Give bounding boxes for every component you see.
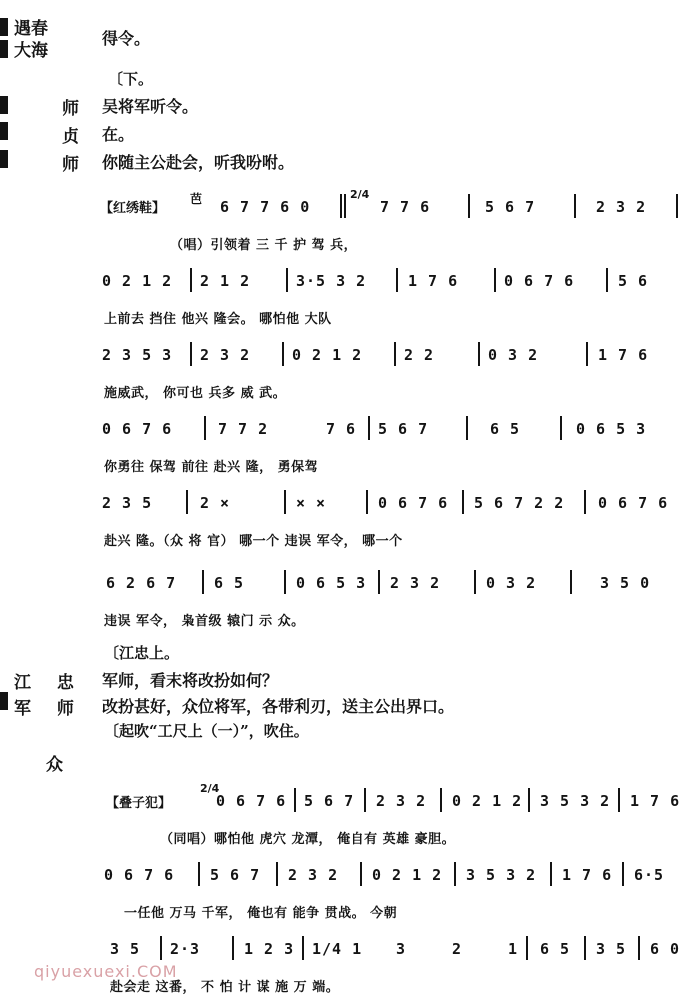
jianpu-notes: 6·5 bbox=[634, 866, 665, 884]
jianpu-notes: 6 2 6 7 bbox=[106, 574, 177, 592]
speech-text: 吴将军听令。 bbox=[102, 97, 199, 116]
lyric-line: 赴会走 这番， 不 怕 计 谋 施 万 端。 bbox=[110, 980, 340, 995]
speech-text: 得令。 bbox=[102, 29, 151, 48]
bar-line bbox=[494, 268, 496, 292]
bar-line bbox=[570, 570, 572, 594]
jianpu-notes: 2 bbox=[452, 940, 463, 958]
jianpu-notes: 3 5 bbox=[596, 940, 627, 958]
bar-line bbox=[160, 936, 162, 960]
bar-line bbox=[190, 342, 192, 366]
role-name: 军 师 bbox=[14, 699, 84, 719]
jianpu-notes: 0 6 7 6 bbox=[504, 272, 575, 290]
bar-line bbox=[284, 490, 286, 514]
tune-name: 【红绣鞋】 bbox=[100, 201, 166, 216]
stage-direction: 〔下。 bbox=[108, 70, 154, 88]
jianpu-notes: 3 5 3 2 bbox=[540, 792, 611, 810]
lyric-line: 上前去 挡住 他兴 隆会。 哪怕他 大队 bbox=[104, 312, 332, 327]
bar-line bbox=[394, 342, 396, 366]
jianpu-notes: 5 6 7 bbox=[210, 866, 261, 884]
jianpu-notes: 7 7 6 bbox=[380, 198, 431, 216]
tempo-mark: 芭 bbox=[190, 192, 203, 206]
jianpu-notes: 0 2 1 2 bbox=[372, 866, 443, 884]
role-name: 师 bbox=[62, 99, 79, 119]
jianpu-notes: 6 5 bbox=[490, 420, 521, 438]
lyric-line: 违误 军令， 枭首级 辕门 示 众。 bbox=[104, 614, 305, 629]
speech-text: 在。 bbox=[102, 125, 135, 144]
bar-line bbox=[204, 416, 206, 440]
bar-line bbox=[440, 788, 442, 812]
jianpu-notes: 0 6 7 6 bbox=[216, 792, 287, 810]
bar-line bbox=[676, 194, 678, 218]
bar-line bbox=[638, 936, 640, 960]
role-name: 贞 bbox=[62, 127, 79, 147]
bar-line bbox=[282, 342, 284, 366]
jianpu-notes: 2 × bbox=[200, 494, 231, 512]
role-name: 遇春 bbox=[14, 19, 48, 39]
bar-line bbox=[344, 194, 346, 218]
role-name: 江 忠 bbox=[14, 673, 84, 693]
jianpu-notes: 6 5 bbox=[214, 574, 245, 592]
bar-line bbox=[584, 490, 586, 514]
lyric-line: （同唱）哪怕他 虎穴 龙潭， 俺自有 英雄 豪胆。 bbox=[160, 832, 456, 847]
jianpu-notes: 0 6 5 3 bbox=[296, 574, 367, 592]
jianpu-notes: 2 3 2 bbox=[376, 792, 427, 810]
jianpu-notes: 3 bbox=[396, 940, 407, 958]
bar-line bbox=[340, 194, 342, 218]
bar-line bbox=[276, 862, 278, 886]
lyric-line: 赴兴 隆。（众 将 官） 哪一个 违误 军令， 哪一个 bbox=[104, 534, 403, 549]
jianpu-notes: 5 6 7 2 2 bbox=[474, 494, 565, 512]
jianpu-notes: 2·3 bbox=[170, 940, 201, 958]
bar-line bbox=[198, 862, 200, 886]
stage-direction: 〔江忠上。 bbox=[104, 644, 180, 662]
speech-text: 改扮甚好，众位将军，各带利刃，送主公出界口。 bbox=[102, 697, 455, 716]
jianpu-notes: 0 6 7 6 bbox=[104, 866, 175, 884]
jianpu-notes: 0 2 1 2 bbox=[452, 792, 523, 810]
bar-line bbox=[364, 788, 366, 812]
jianpu-notes: 5 6 7 bbox=[378, 420, 429, 438]
bar-line bbox=[622, 862, 624, 886]
lyric-line: 你勇往 保驾 前往 赴兴 隆， 勇保驾 bbox=[104, 460, 319, 475]
speech-text: 军师，看末将改扮如何？ bbox=[102, 671, 279, 690]
jianpu-notes: 7 7 2 bbox=[218, 420, 269, 438]
jianpu-notes: 2 3 5 3 bbox=[102, 346, 173, 364]
jianpu-notes: 3 5 bbox=[110, 940, 141, 958]
jianpu-notes: 0 6 7 6 bbox=[378, 494, 449, 512]
bar-line bbox=[294, 788, 296, 812]
bar-line bbox=[474, 570, 476, 594]
bar-line bbox=[454, 862, 456, 886]
jianpu-notes: 2 3 2 bbox=[596, 198, 647, 216]
bar-line bbox=[232, 936, 234, 960]
bar-line bbox=[574, 194, 576, 218]
bar-line bbox=[302, 936, 304, 960]
speech-text: 你随主公赴会，听我吩咐。 bbox=[102, 153, 295, 172]
edge-fragment bbox=[0, 96, 8, 114]
jianpu-notes: 2 3 5 bbox=[102, 494, 153, 512]
jianpu-notes: 0 6 7 6 bbox=[598, 494, 669, 512]
jianpu-notes: × × bbox=[296, 494, 327, 512]
jianpu-notes: 3 5 3 2 bbox=[466, 866, 537, 884]
lyric-line: 施威武， 你可也 兵多 威 武。 bbox=[104, 386, 287, 401]
bar-line bbox=[286, 268, 288, 292]
jianpu-notes: 1 7 6 bbox=[598, 346, 649, 364]
lyric-line: 一任他 万马 千军， 俺也有 能争 贯战。 今朝 bbox=[124, 906, 398, 921]
bar-line bbox=[190, 268, 192, 292]
edge-fragment bbox=[0, 40, 8, 58]
jianpu-notes: 2 1 2 bbox=[200, 272, 251, 290]
role-name: 众 bbox=[46, 755, 63, 775]
bar-line bbox=[478, 342, 480, 366]
bar-line bbox=[584, 936, 586, 960]
bar-line bbox=[462, 490, 464, 514]
bar-line bbox=[360, 862, 362, 886]
bar-line bbox=[526, 936, 528, 960]
jianpu-notes: 7 6 bbox=[326, 420, 357, 438]
bar-line bbox=[378, 570, 380, 594]
lyric-line: （唱）引领着 三 千 护 驾 兵， bbox=[170, 238, 358, 253]
jianpu-notes: 2 3 2 bbox=[200, 346, 251, 364]
jianpu-notes: 0 2 1 2 bbox=[102, 272, 173, 290]
bar-line bbox=[366, 490, 368, 514]
bar-line bbox=[618, 788, 620, 812]
bar-line bbox=[186, 490, 188, 514]
bar-line bbox=[550, 862, 552, 886]
bar-line bbox=[368, 416, 370, 440]
time-signature: 2/4 bbox=[200, 782, 220, 795]
jianpu-notes: 2 3 2 bbox=[390, 574, 441, 592]
edge-fragment bbox=[0, 122, 8, 140]
bar-line bbox=[606, 268, 608, 292]
site-watermark: qiyuexuexi.COM bbox=[34, 962, 178, 981]
edge-fragment bbox=[0, 18, 8, 36]
jianpu-notes: 6 7 7 6 0 bbox=[220, 198, 311, 216]
jianpu-notes: 0 2 1 2 bbox=[292, 346, 363, 364]
role-name: 大海 bbox=[14, 41, 48, 61]
jianpu-notes: 5 6 bbox=[618, 272, 649, 290]
bar-line bbox=[396, 268, 398, 292]
jianpu-notes: 2 3 2 bbox=[288, 866, 339, 884]
jianpu-notes: 1 7 6 bbox=[562, 866, 613, 884]
jianpu-notes: 0 3 2 bbox=[486, 574, 537, 592]
jianpu-notes: 6 0 bbox=[650, 940, 681, 958]
role-name: 师 bbox=[62, 155, 79, 175]
jianpu-notes: 6 5 bbox=[540, 940, 571, 958]
bar-line bbox=[202, 570, 204, 594]
jianpu-notes: 3·5 3 2 bbox=[296, 272, 367, 290]
jianpu-notes: 0 3 2 bbox=[488, 346, 539, 364]
jianpu-notes: 0 6 5 3 bbox=[576, 420, 647, 438]
jianpu-notes: 5 6 7 bbox=[304, 792, 355, 810]
edge-fragment bbox=[0, 150, 8, 168]
bar-line bbox=[560, 416, 562, 440]
jianpu-notes: 3 5 0 bbox=[600, 574, 651, 592]
stage-direction: 〔起吹“工尺上（一）”，吹住。 bbox=[104, 722, 309, 740]
bar-line bbox=[528, 788, 530, 812]
edge-fragment bbox=[0, 692, 8, 710]
jianpu-notes: 1 bbox=[508, 940, 519, 958]
bar-line bbox=[284, 570, 286, 594]
jianpu-notes: 1 2 3 bbox=[244, 940, 295, 958]
jianpu-notes: 1 7 6 bbox=[408, 272, 459, 290]
time-signature: 2/4 bbox=[350, 188, 370, 201]
jianpu-notes: 1 7 6 bbox=[630, 792, 681, 810]
tune-name: 【叠子犯】 bbox=[106, 796, 172, 811]
bar-line bbox=[468, 194, 470, 218]
jianpu-notes: 5 6 7 bbox=[485, 198, 536, 216]
bar-line bbox=[586, 342, 588, 366]
jianpu-notes: 2 2 bbox=[404, 346, 435, 364]
jianpu-notes: 0 6 7 6 bbox=[102, 420, 173, 438]
bar-line bbox=[466, 416, 468, 440]
jianpu-notes: 1/4 1 bbox=[312, 940, 363, 958]
